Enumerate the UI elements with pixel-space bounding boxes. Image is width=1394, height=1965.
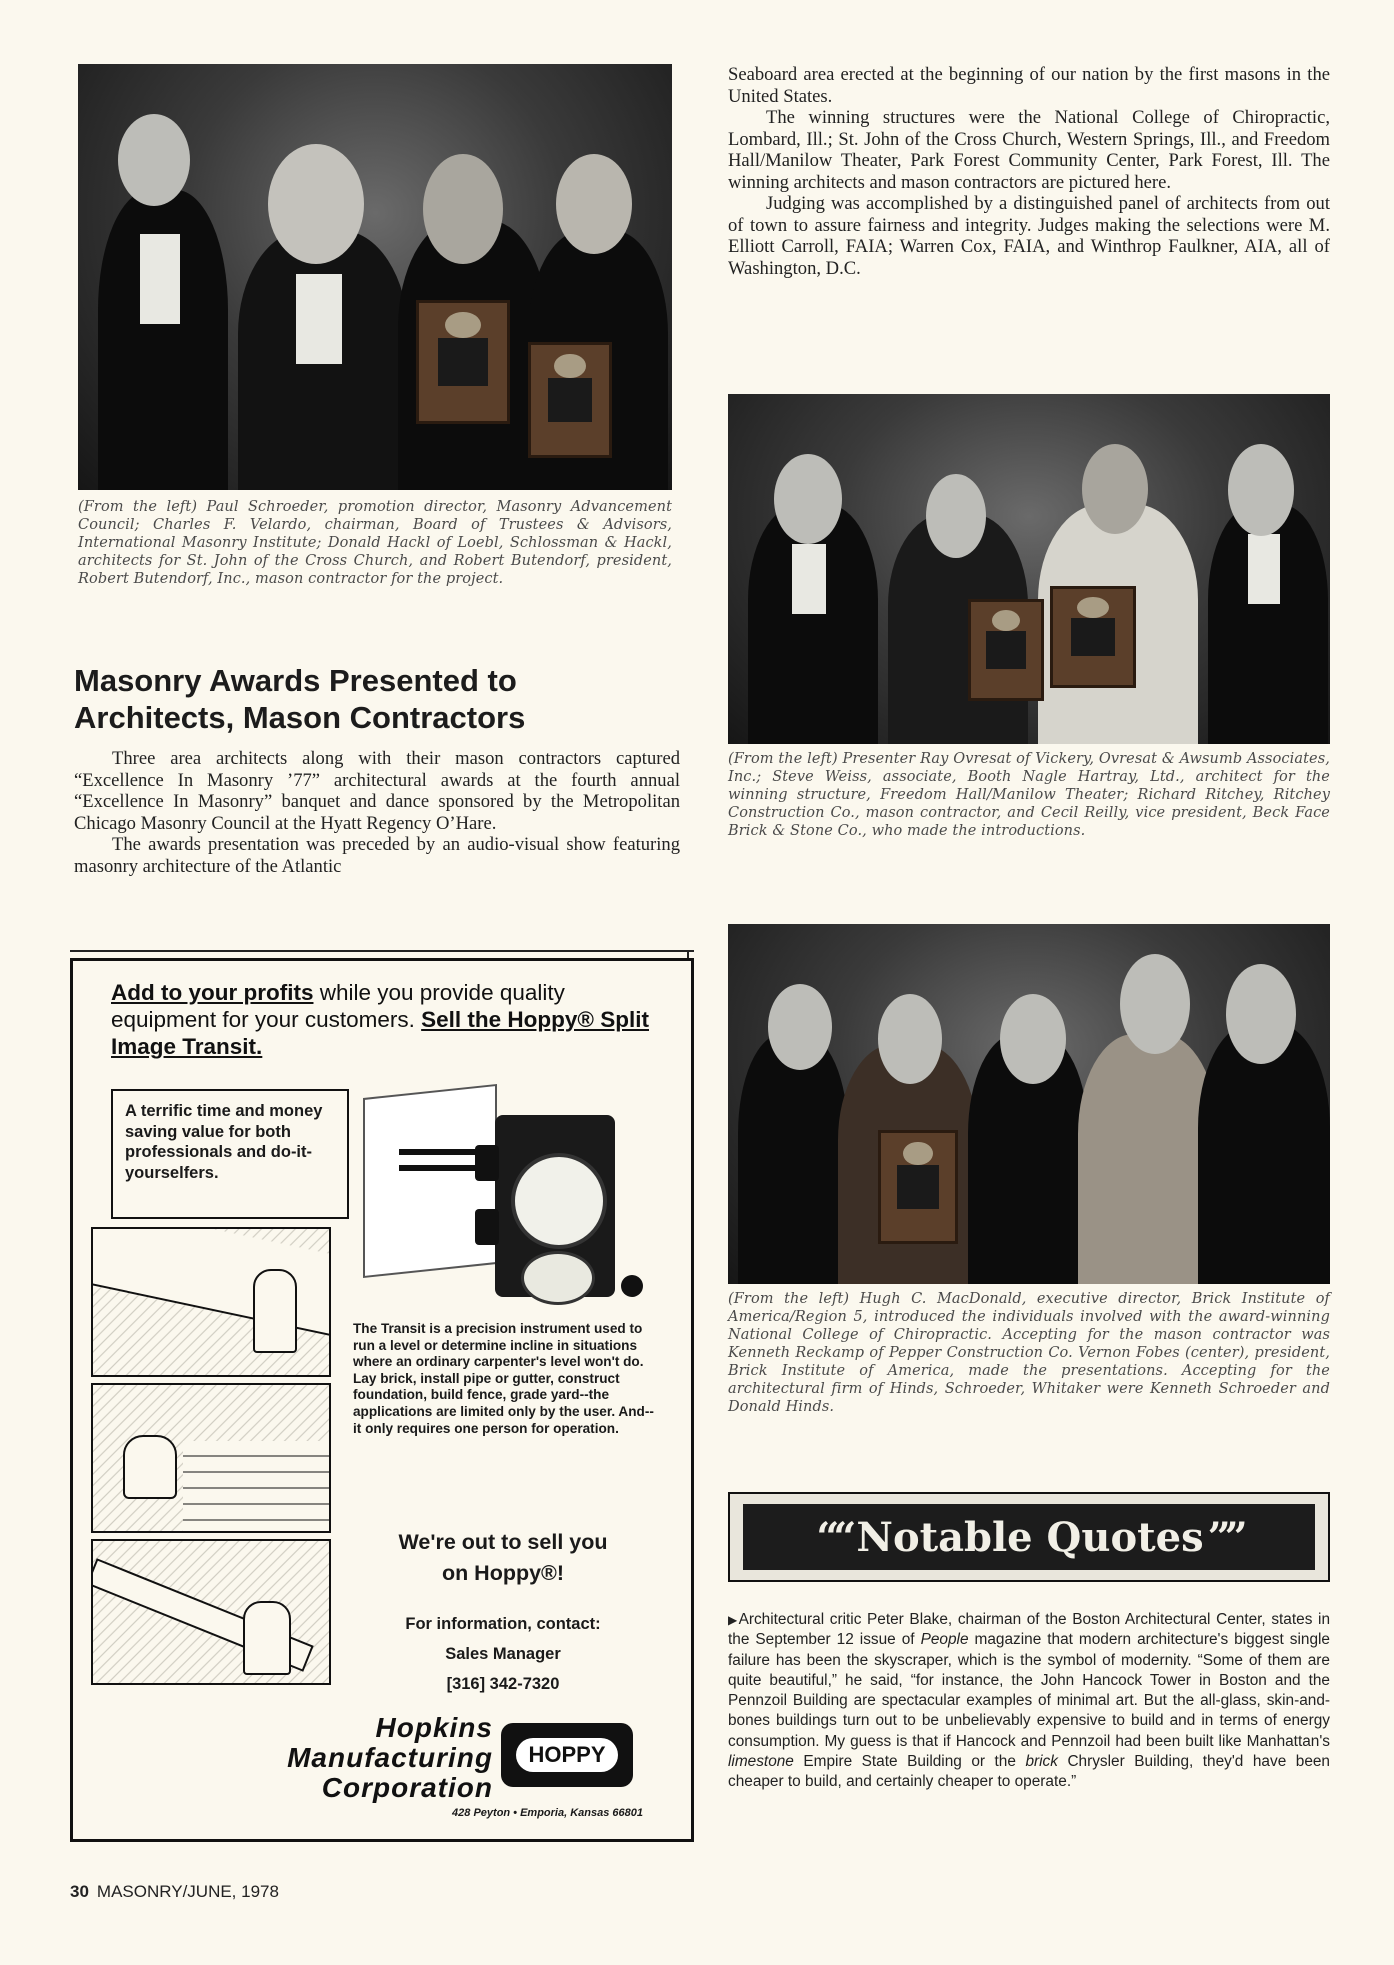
ad-headline-cta: Sell the Hoppy® Split Image Transit.	[111, 1007, 649, 1059]
transit-instrument-illustration	[363, 1079, 653, 1307]
article-paragraph: Three area architects along with their mason contractors captured “Excellence In Masonry ’77” architectural awards at the fourth annual “Excellence In Masonry” banquet and dance sponsored by the Metropolitan Chicago Masonry Council at the Hyatt Regency O’Hare.	[74, 748, 680, 834]
notable-quotes-banner	[728, 1492, 1330, 1582]
photo-caption: (From the left) Presenter Ray Ovresat of Vickery, Ovresat & Awsumb Associates, Inc.; Steve Weiss, associate, Booth Nagle Hartray, Ltd., architect for the winning structure, Freedom Hall/Manilow Theater; Richard Ritchey, Ritchey Construction Co., mason contractor, and Cecil Reilly, vice president, Beck Face Brick & Stone Co., who made the introductions.	[728, 751, 1330, 839]
article-paragraph: Judging was accomplished by a distinguished panel of architects from out of town to assure fairness and integrity. Judges making the selections were M. Elliott Carroll, FAIA; Warren Cox, FAIA, and Winthrop Faulkner, AIA, all of Washington, D.C.	[728, 193, 1330, 279]
article-paragraph: The awards presentation was preceded by an audio-visual show featuring masonry architecture of the Atlantic	[74, 834, 680, 877]
publication-line: MASONRY/JUNE, 1978	[96, 1882, 279, 1901]
pipe-trench-sketch	[91, 1539, 331, 1685]
photo-caption: (From the left) Hugh C. MacDonald, executive director, Brick Institute of America/Region 5, introduced the individuals involved with the award-winning National College of Chiropractic. Accepting for the mason contractor was Kenneth Reckamp of Pepper Construction Co. Vernon Fobes (center), president, Brick Institute of America, made the presentations. Accepting for the architectural firm of Hinds, Schroeder, Whitaker were Kenneth Schroeder and Donald Hinds.	[728, 1291, 1330, 1415]
article-title: Masonry Awards Presented to Architects, Mason Contractors	[74, 663, 526, 735]
ad-headline-emphasis: Add to your profits	[111, 980, 314, 1005]
company-address: 428 Peyton • Emporia, Kansas 66801	[452, 1807, 643, 1819]
brick-wall-sketch	[91, 1383, 331, 1533]
ad-headline-text: while you provide quality equipment for your customers.	[111, 980, 565, 1032]
ad-headline	[111, 979, 663, 1060]
roofline-sketch	[91, 1227, 331, 1377]
hoppy-transit-ad	[70, 958, 694, 1842]
close-quote-icon: ””	[1207, 1513, 1242, 1561]
ad-divider	[70, 950, 694, 952]
photo-award-group-2	[728, 394, 1330, 744]
photo-award-group-3	[728, 924, 1330, 1284]
hoppy-logo	[501, 1723, 633, 1787]
ad-value-box: A terrific time and money saving value for both professionals and do-it-yourselfers.	[111, 1089, 349, 1219]
page-number: 30	[70, 1882, 89, 1901]
company-name: Hopkins	[375, 1712, 493, 1743]
article-continuation: Seaboard area erected at the beginning of our nation by the first masons in the United States.	[728, 64, 1330, 107]
ad-cta: on Hoppy®!	[441, 1561, 565, 1585]
page-footer	[70, 1882, 279, 1902]
quote-magazine: People	[920, 1631, 969, 1649]
quote-text: Architectural critic Peter Blake, chairman of the Boston Architectural Center, states in the September 12 issue of	[728, 1611, 1331, 1649]
hoppy-logo-text: HOPPY	[516, 1738, 617, 1772]
photo-caption: (From the left) Paul Schroeder, promotion director, Masonry Advancement Council; Charles F. Velardo, chairman, Board of Trustees & Advisors, International Masonry Institute; Donald Hackl of Loebl, Schlossman & Hackl, architects for St. John of the Cross Church, and Robert Butendorf, president, Robert Butendorf, Inc., mason contractor for the project.	[78, 499, 672, 587]
photo-award-group-1	[78, 64, 672, 490]
ad-cta: We're out to sell you	[398, 1530, 608, 1554]
contact-name: Sales Manager	[445, 1645, 561, 1663]
quote-text: magazine that modern architecture's biggest single failure has been the skyscraper, which is the symbol of modernity. “Some of them are quite beautiful,” he said, “for instance, the John Hancock Tower in Boston and the Pennzoil Building are spectacular examples of minimal art. But the all-glass, skin-and-bones buildings turn out to be unbelievably expensive to build and in terms of energy consumption. My guess is that if Hancock and Pennzoil had been built like Manhattan's	[728, 1631, 1330, 1750]
quote-emphasis: brick	[1025, 1753, 1058, 1771]
notable-quotes-title: Notable Quotes	[856, 1513, 1204, 1561]
quote-paragraph	[728, 1610, 1330, 1793]
company-name: Corporation	[321, 1772, 493, 1803]
arrow-bullet-icon: ▶	[728, 1613, 739, 1627]
quote-emphasis: limestone	[728, 1753, 794, 1771]
company-name: Manufacturing	[287, 1742, 493, 1773]
quote-text: Chrysler Building, they'd have been cheaper to build, and certainly cheaper to operate.”	[728, 1753, 1330, 1791]
open-quote-icon: ““	[816, 1513, 851, 1561]
article-paragraph: The winning structures were the National College of Chiropractic, Lombard, Ill.; St. John of the Cross Church, Western Springs, Ill., and Freedom Hall/Manilow Theater, Park Forest Community Center, Park Forest, Ill. The winning architects and mason contractors are pictured here.	[728, 107, 1330, 193]
ad-description: The Transit is a precision instrument used to run a level or determine incline in situations where an ordinary carpenter's level won't do. Lay brick, install pipe or gutter, construct foundation, build fence, grade yard--the applications are limited only by the user. And--it only requires one person for operation.	[353, 1321, 654, 1436]
quote-text: Empire State Building or the	[793, 1753, 1026, 1771]
contact-phone: [316] 342-7320	[446, 1675, 560, 1693]
contact-label: For information, contact:	[405, 1615, 601, 1633]
